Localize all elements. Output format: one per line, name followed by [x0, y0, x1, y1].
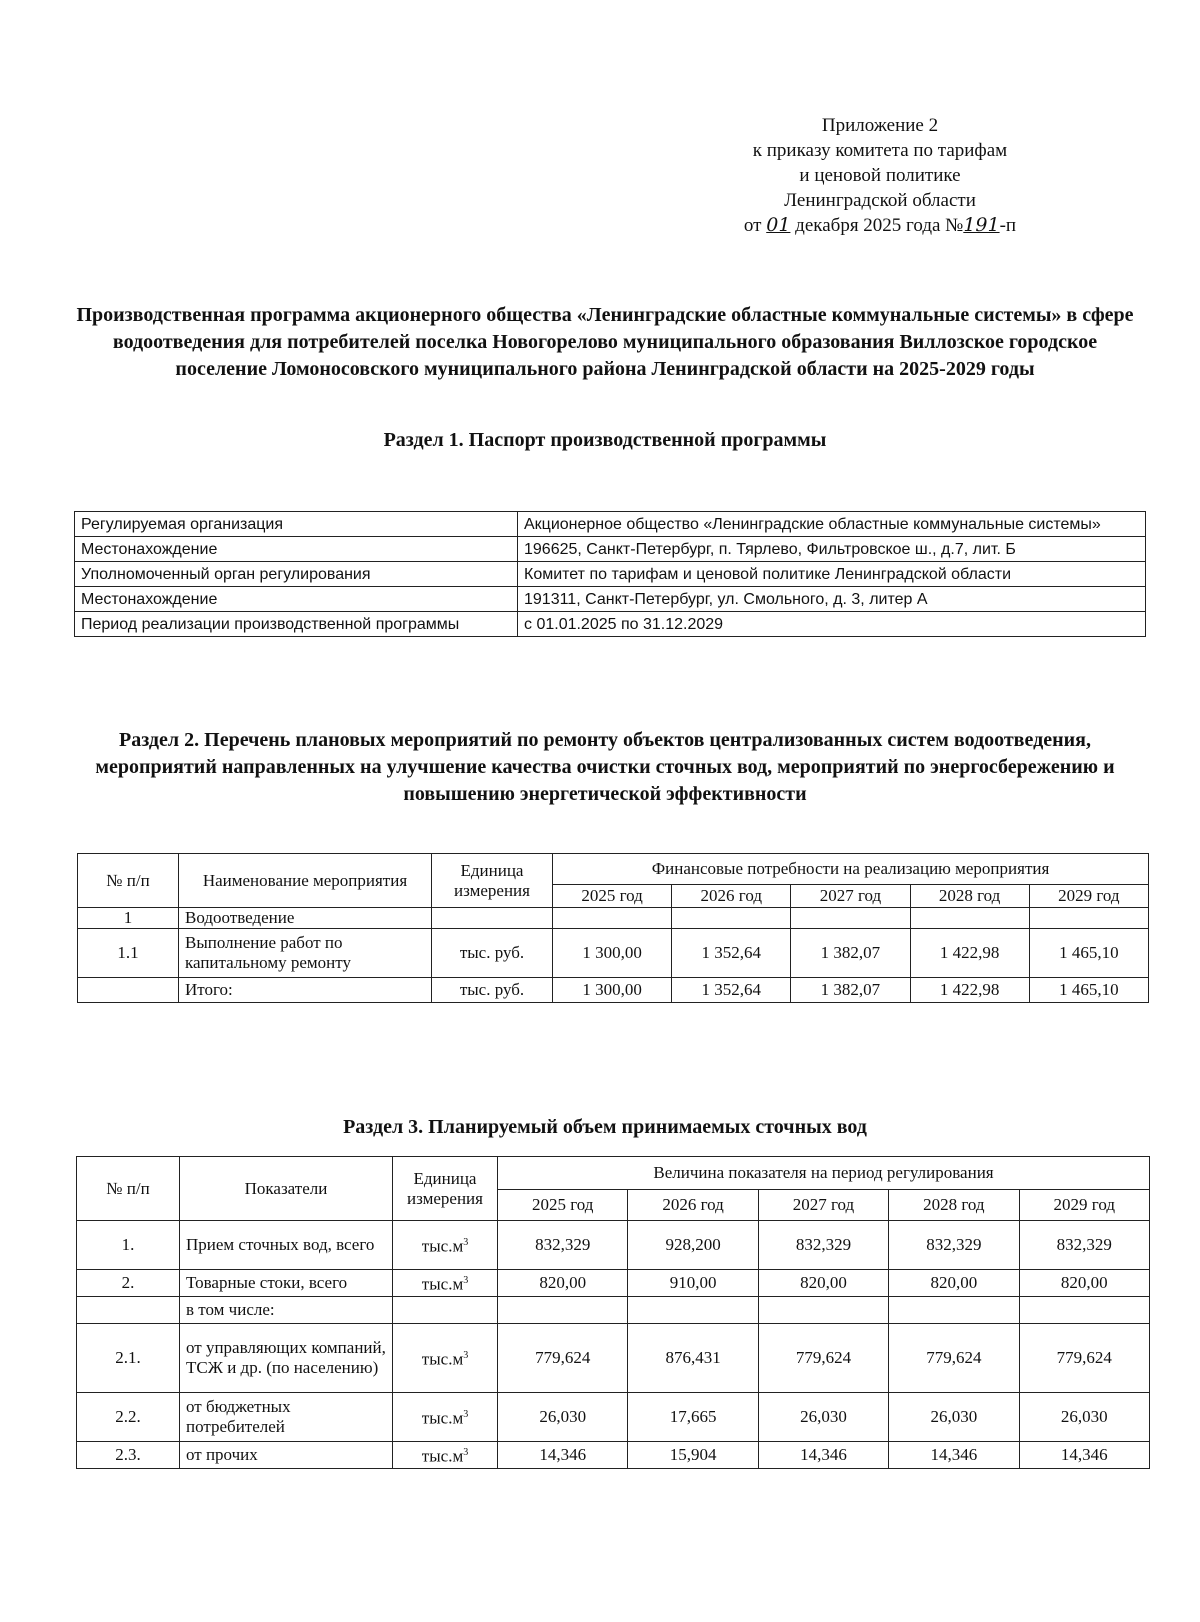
row-num: 2.2. — [77, 1393, 180, 1442]
row-value: 14,346 — [889, 1442, 1019, 1469]
row-value: 820,00 — [498, 1270, 628, 1297]
year-header: 2028 год — [889, 1190, 1019, 1221]
row-unit: тыс. руб. — [432, 978, 553, 1003]
table-row — [77, 1270, 1150, 1297]
row-unit — [393, 1442, 498, 1469]
passport-label: Регулируемая организация — [75, 512, 518, 537]
row-num — [77, 1297, 180, 1324]
row-value — [1019, 1297, 1149, 1324]
row-value — [758, 1297, 888, 1324]
row-name: от бюджетных потребителей — [180, 1393, 393, 1442]
row-value: 26,030 — [889, 1393, 1019, 1442]
row-unit — [393, 1270, 498, 1297]
table-row — [77, 1442, 1150, 1469]
year-header: 2027 год — [758, 1190, 888, 1221]
year-header: 2027 год — [791, 885, 910, 908]
unit-superscript: 3 — [463, 1409, 469, 1421]
row-value: 26,030 — [758, 1393, 888, 1442]
row-unit: тыс. руб. — [432, 929, 553, 978]
year-header: 2029 год — [1029, 885, 1148, 908]
passport-row — [75, 612, 1146, 637]
table-row — [78, 929, 1149, 978]
passport-table — [74, 511, 1146, 637]
passport-row — [75, 562, 1146, 587]
row-value — [672, 908, 791, 929]
section1-title: Раздел 1. Паспорт производственной программы — [383, 429, 827, 451]
passport-label: Местонахождение — [75, 587, 518, 612]
col-name-header: Показатели — [180, 1157, 393, 1221]
row-value: 1 352,64 — [672, 978, 791, 1003]
appendix-line-2: к приказу комитета по тарифам — [752, 140, 1008, 161]
header-row — [78, 854, 1149, 885]
row-unit — [393, 1324, 498, 1393]
passport-value: 196625, Санкт-Петербург, п. Тярлево, Фильтровское ш., д.7, лит. Б — [518, 537, 1146, 562]
row-value: 910,00 — [628, 1270, 758, 1297]
row-value: 928,200 — [628, 1221, 758, 1270]
handwritten-day: 01 — [766, 214, 791, 236]
row-value: 832,329 — [498, 1221, 628, 1270]
row-name: в том числе: — [180, 1297, 393, 1324]
passport-label: Период реализации производственной программы — [75, 612, 518, 637]
year-header: 2025 год — [553, 885, 672, 908]
handwritten-number: 191 — [963, 214, 1000, 236]
row-name: Выполнение работ по капитальному ремонту — [179, 929, 432, 978]
row-value — [889, 1297, 1019, 1324]
row-num — [78, 978, 179, 1003]
finance-header: Финансовые потребности на реализацию мероприятия — [553, 854, 1149, 885]
row-name: от управляющих компаний, ТСЖ и др. (по населению) — [180, 1324, 393, 1393]
row-unit — [393, 1393, 498, 1442]
row-name: Водоотведение — [179, 908, 432, 929]
row-value: 779,624 — [758, 1324, 888, 1393]
unit-text: тыс.м — [421, 1446, 464, 1466]
row-value: 1 352,64 — [672, 929, 791, 978]
row-value — [791, 908, 910, 929]
unit-text: тыс.м — [421, 1349, 464, 1369]
row-num: 1. — [77, 1221, 180, 1270]
row-value: 1 300,00 — [553, 978, 672, 1003]
row-value — [1029, 908, 1148, 929]
year-header: 2026 год — [628, 1190, 758, 1221]
section3-title: Раздел 3. Планируемый объем принимаемых сточных вод — [343, 1116, 867, 1138]
row-value: 779,624 — [498, 1324, 628, 1393]
row-value: 820,00 — [758, 1270, 888, 1297]
passport-label: Уполномоченный орган регулирования — [75, 562, 518, 587]
section2-title: Раздел 2. Перечень плановых мероприятий по ремонту объектов централизованных систем водоотведения, мероприятий направленных на улучшение качества очистки сточных вод, мероприятий по энергосбережению и повышению энергетической эффективности — [95, 729, 1115, 805]
value-header: Величина показателя на период регулирования — [498, 1157, 1150, 1190]
passport-row — [75, 537, 1146, 562]
row-value — [498, 1297, 628, 1324]
col-num-header: № п/п — [78, 854, 179, 908]
row-value: 1 422,98 — [910, 978, 1029, 1003]
row-unit — [393, 1297, 498, 1324]
row-value: 832,329 — [889, 1221, 1019, 1270]
appendix-date-line — [700, 213, 1060, 238]
col-name-header: Наименование мероприятия — [179, 854, 432, 908]
passport-value: Комитет по тарифам и ценовой политике Ленинградской области — [518, 562, 1146, 587]
row-value: 876,431 — [628, 1324, 758, 1393]
number-suffix: -п — [999, 215, 1017, 236]
row-name: от прочих — [180, 1442, 393, 1469]
passport-row — [75, 587, 1146, 612]
year-header: 2029 год — [1019, 1190, 1149, 1221]
table-row — [77, 1324, 1150, 1393]
unit-text: тыс.м — [421, 1408, 464, 1428]
unit-superscript: 3 — [463, 1350, 469, 1362]
row-value — [553, 908, 672, 929]
row-value: 779,624 — [1019, 1324, 1149, 1393]
row-value: 17,665 — [628, 1393, 758, 1442]
appendix-line-3: и ценовой политике — [799, 165, 961, 186]
row-name: Товарные стоки, всего — [180, 1270, 393, 1297]
table-row — [77, 1393, 1150, 1442]
date-prefix: от — [743, 215, 762, 236]
row-num: 1 — [78, 908, 179, 929]
row-value: 1 465,10 — [1029, 929, 1148, 978]
passport-label: Местонахождение — [75, 537, 518, 562]
measures-table — [77, 853, 1149, 1003]
passport-value: с 01.01.2025 по 31.12.2029 — [518, 612, 1146, 637]
col-unit-header: Единица измерения — [393, 1157, 498, 1221]
total-row — [78, 978, 1149, 1003]
appendix-block — [700, 113, 1060, 238]
col-num-header: № п/п — [77, 1157, 180, 1221]
unit-text: тыс.м — [421, 1274, 464, 1294]
appendix-line-1: Приложение 2 — [821, 115, 939, 136]
document-title: Производственная программа акционерного общества «Ленинградские областные коммунальные системы» в сфере водоотведения для потребителей поселка Новогорелово муниципального образования Виллозское городское поселение Ломоносовского муниципального района Ленинградской области на 2025-2029 годы — [76, 304, 1134, 380]
row-name: Прием сточных вод, всего — [180, 1221, 393, 1270]
row-unit — [432, 908, 553, 929]
row-value: 26,030 — [1019, 1393, 1149, 1442]
passport-row — [75, 512, 1146, 537]
row-value: 832,329 — [1019, 1221, 1149, 1270]
row-value: 820,00 — [1019, 1270, 1149, 1297]
table-row — [77, 1221, 1150, 1270]
passport-value: 191311, Санкт-Петербург, ул. Смольного, д. 3, литер А — [518, 587, 1146, 612]
row-name: Итого: — [179, 978, 432, 1003]
row-value: 1 422,98 — [910, 929, 1029, 978]
row-value: 820,00 — [889, 1270, 1019, 1297]
passport-value: Акционерное общество «Ленинградские областные коммунальные системы» — [518, 512, 1146, 537]
row-value: 1 300,00 — [553, 929, 672, 978]
row-value: 779,624 — [889, 1324, 1019, 1393]
row-value: 26,030 — [498, 1393, 628, 1442]
table-row — [77, 1297, 1150, 1324]
year-header: 2028 год — [910, 885, 1029, 908]
row-value: 1 382,07 — [791, 929, 910, 978]
appendix-line-4: Ленинградской области — [784, 190, 976, 211]
year-header: 2025 год — [498, 1190, 628, 1221]
row-value — [910, 908, 1029, 929]
row-num: 2.3. — [77, 1442, 180, 1469]
wastewater-table — [76, 1156, 1150, 1469]
unit-superscript: 3 — [463, 1275, 469, 1287]
unit-text: тыс.м — [421, 1236, 464, 1256]
date-mid: декабря 2025 года № — [795, 215, 964, 236]
table-row — [78, 908, 1149, 929]
year-header: 2026 год — [672, 885, 791, 908]
row-value: 1 382,07 — [791, 978, 910, 1003]
row-value: 14,346 — [758, 1442, 888, 1469]
row-num: 2. — [77, 1270, 180, 1297]
row-value: 15,904 — [628, 1442, 758, 1469]
row-num: 1.1 — [78, 929, 179, 978]
row-value — [628, 1297, 758, 1324]
row-unit — [393, 1221, 498, 1270]
header-row — [77, 1157, 1150, 1190]
unit-superscript: 3 — [463, 1237, 469, 1249]
row-value: 832,329 — [758, 1221, 888, 1270]
unit-superscript: 3 — [463, 1447, 469, 1459]
row-value: 14,346 — [498, 1442, 628, 1469]
row-value: 1 465,10 — [1029, 978, 1148, 1003]
row-num: 2.1. — [77, 1324, 180, 1393]
col-unit-header: Единица измерения — [432, 854, 553, 908]
row-value: 14,346 — [1019, 1442, 1149, 1469]
